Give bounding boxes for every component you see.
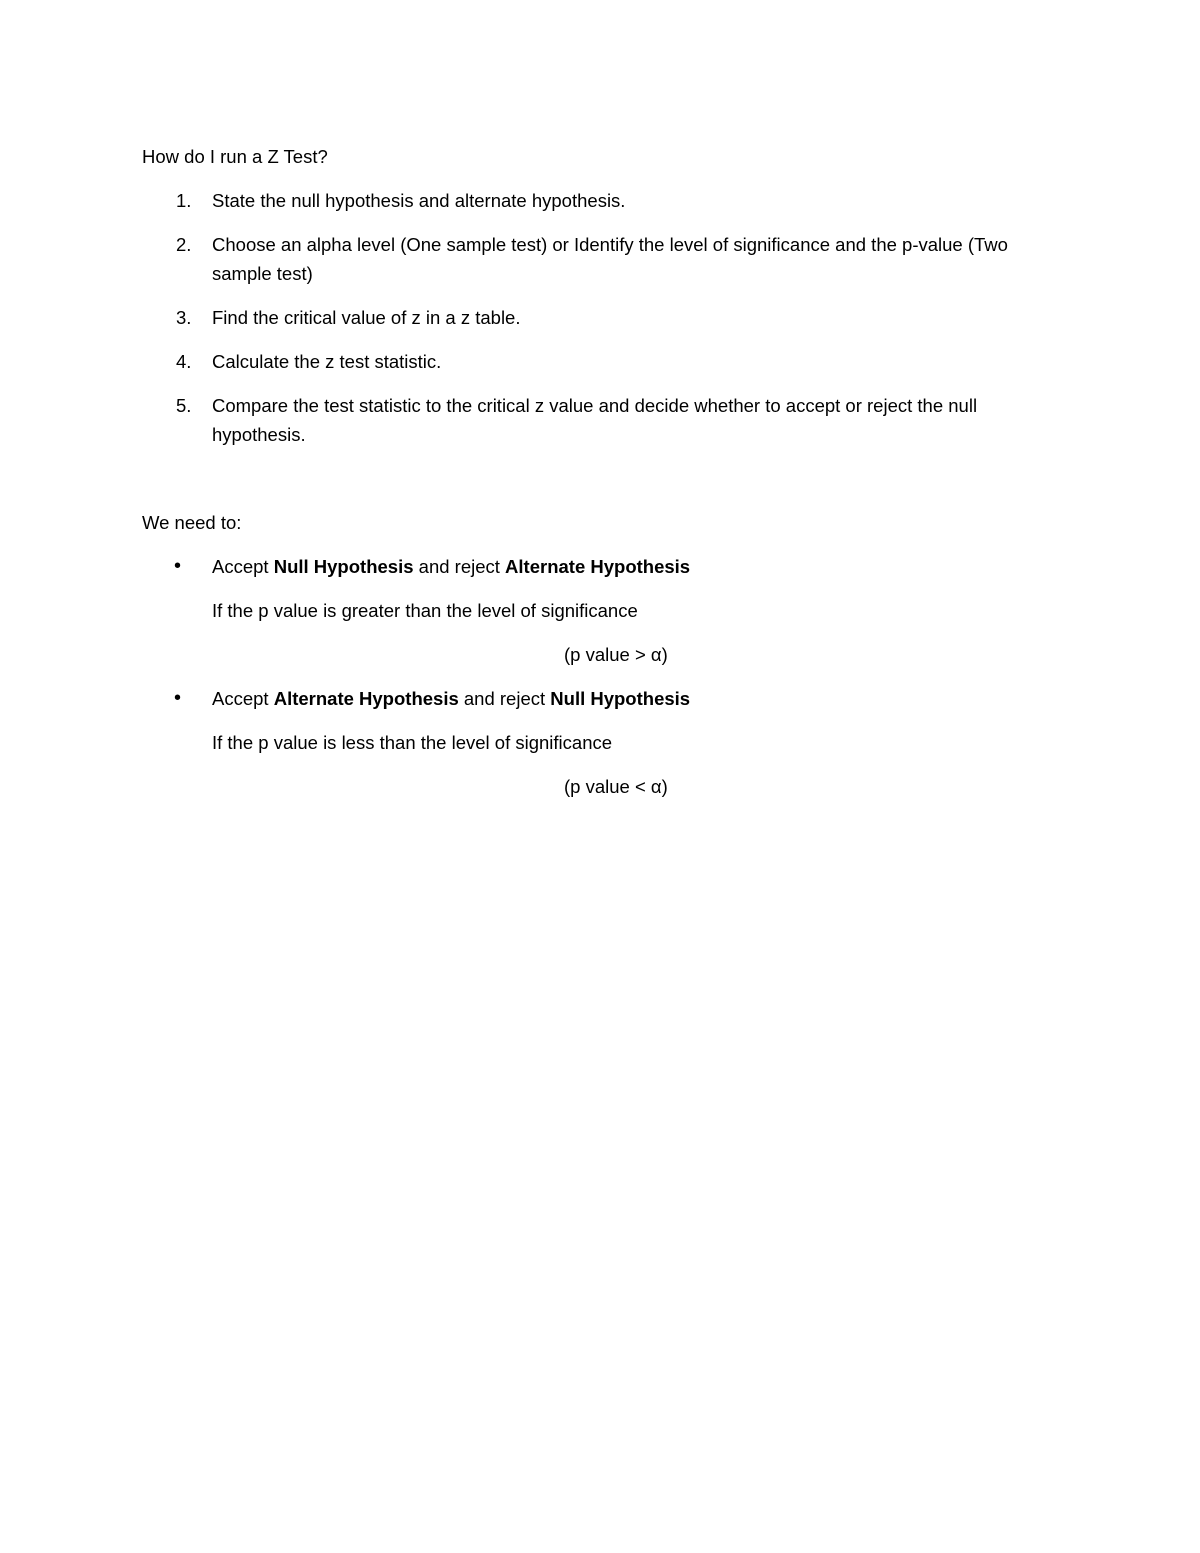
formula-text: (p value < α) (564, 776, 668, 797)
list-item (142, 303, 1062, 332)
bullet-icon: • (174, 687, 182, 709)
section-spacer (142, 464, 1062, 508)
step-number: 1. (176, 190, 192, 211)
accept-word: Accept (212, 556, 269, 577)
list-item (142, 186, 1062, 215)
step-text: State the null hypothesis and alternate hypothesis. (212, 190, 626, 211)
document-heading: How do I run a Z Test? (142, 146, 328, 167)
reject-term: Alternate Hypothesis (505, 556, 691, 577)
list-item (142, 347, 1062, 376)
step-text: Calculate the z test statistic. (212, 351, 442, 372)
step-text: Find the critical value of z in a z table. (212, 307, 521, 328)
list-item (142, 684, 1062, 801)
decision-list (142, 552, 1062, 801)
accept-term: Null Hypothesis (273, 556, 414, 577)
step-number: 5. (176, 395, 192, 416)
reject-word: and reject (463, 688, 546, 709)
condition-text: If the p value is less than the level of significance (212, 732, 613, 753)
condition-text: If the p value is greater than the level of significance (212, 600, 638, 621)
document-body (142, 142, 1062, 816)
reject-word: and reject (418, 556, 500, 577)
step-text: Choose an alpha level (One sample test) or Identify the level of significance and the p-value (Two sample test) (212, 234, 1008, 284)
accept-term: Alternate Hypothesis (273, 688, 459, 709)
steps-list (142, 186, 1062, 449)
formula-text: (p value > α) (564, 644, 668, 665)
need-label: We need to: (142, 512, 242, 533)
step-number: 4. (176, 351, 192, 372)
bullet-icon: • (174, 555, 182, 577)
step-number: 3. (176, 307, 192, 328)
step-number: 2. (176, 234, 192, 255)
reject-term: Null Hypothesis (550, 688, 691, 709)
step-text: Compare the test statistic to the critical z value and decide whether to accept or reject the null hypothesis. (212, 395, 978, 445)
list-item (142, 391, 1062, 449)
accept-word: Accept (212, 688, 269, 709)
list-item (142, 230, 1062, 288)
list-item (142, 552, 1062, 669)
